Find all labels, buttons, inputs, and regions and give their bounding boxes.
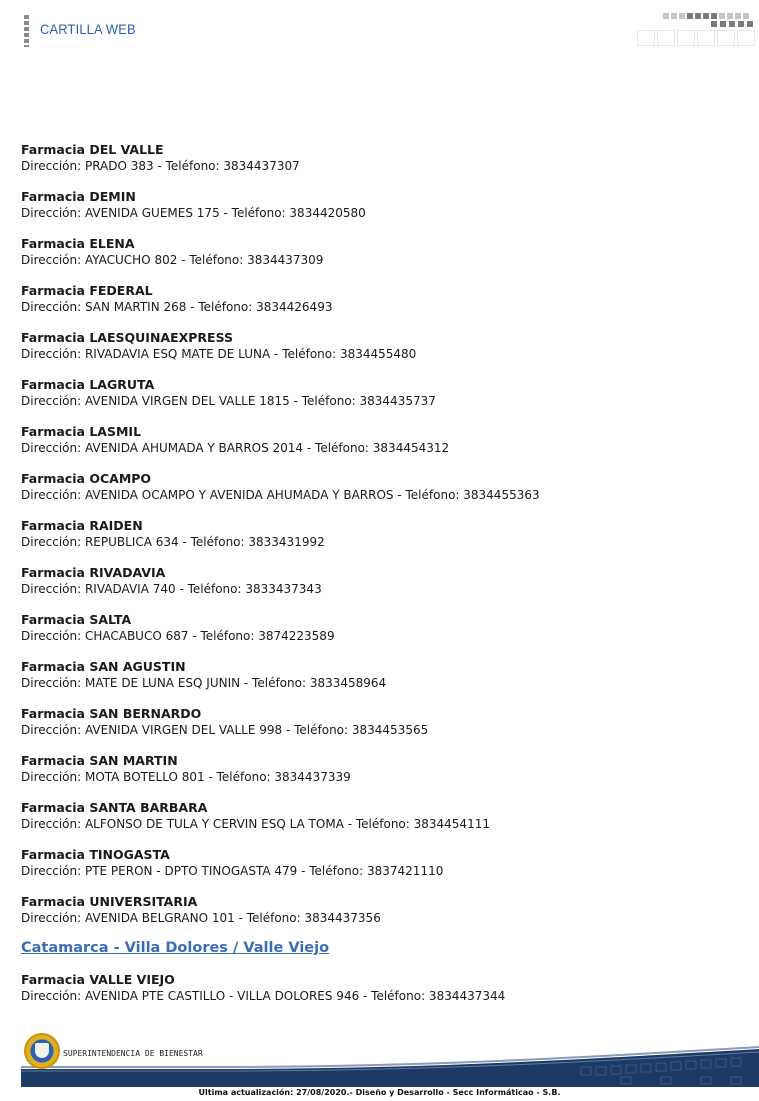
pharmacy-address: Dirección: ALFONSO DE TULA Y CERVIN ESQ LA TOMA - Teléfono: 3834454111: [21, 817, 490, 831]
pharmacy-address: Dirección: MATE DE LUNA ESQ JUNIN - Teléfono: 3833458964: [21, 676, 387, 690]
pharmacy-name: Farmacia FEDERAL: [21, 283, 153, 298]
pharmacy-name: Farmacia SAN BERNARDO: [21, 706, 202, 721]
pharmacy-entry: [21, 800, 741, 847]
last-update-note: Ultima actualización: 27/08/2020.- Diseño y Desarrollo - Secc Informáticao - S.B.: [198, 1088, 561, 1097]
pharmacy-name: Farmacia LASMIL: [21, 424, 142, 439]
pharmacy-entry: [21, 847, 741, 894]
pharmacy-address: Dirección: AVENIDA PTE CASTILLO - VILLA DOLORES 946 - Teléfono: 3834437344: [21, 989, 506, 1003]
pharmacy-address: Dirección: AVENIDA GUEMES 175 - Teléfono: 3834420580: [21, 206, 366, 220]
pharmacy-entry: [21, 142, 741, 189]
pharmacy-name: Farmacia ELENA: [21, 236, 135, 251]
pharmacy-name: Farmacia LAESQUINAEXPRESS: [21, 330, 234, 345]
pharmacy-entry: [21, 518, 741, 565]
pharmacy-address: Dirección: AVENIDA BELGRANO 101 - Teléfono: 3834437356: [21, 911, 381, 925]
pharmacy-address: Dirección: CHACABUCO 687 - Teléfono: 3874223589: [21, 629, 335, 643]
pharmacy-name: Farmacia OCAMPO: [21, 471, 152, 486]
pharmacy-entry: [21, 236, 741, 283]
pharmacy-address: Dirección: AVENIDA AHUMADA Y BARROS 2014 - Teléfono: 3834454312: [21, 441, 450, 455]
pharmacy-address: Dirección: PTE PERON - DPTO TINOGASTA 479 - Teléfono: 3837421110: [21, 864, 444, 878]
pharmacy-address: Dirección: RIVADAVIA ESQ MATE DE LUNA - Teléfono: 3834455480: [21, 347, 417, 361]
pharmacy-name: Farmacia SAN MARTIN: [21, 753, 178, 768]
pharmacy-entry: [21, 894, 741, 941]
pharmacy-name: Farmacia RAIDEN: [21, 518, 143, 533]
pharmacy-entry: [21, 377, 741, 424]
page-title: CARTILLA WEB: [40, 21, 136, 37]
grid-squares-icon: [635, 10, 759, 50]
pharmacy-address: Dirección: PRADO 383 - Teléfono: 3834437307: [21, 159, 300, 173]
pharmacy-entry: [21, 706, 741, 753]
pharmacy-entry: [21, 424, 741, 471]
region-link[interactable]: Catamarca - Villa Dolores / Valle Viejo: [21, 940, 330, 956]
pharmacy-name: Farmacia DEL VALLE: [21, 142, 164, 157]
pharmacy-name: Farmacia TINOGASTA: [21, 847, 170, 862]
pharmacy-entry: [21, 753, 741, 800]
pharmacy-entry: [21, 659, 741, 706]
pharmacy-address: Dirección: AVENIDA OCAMPO Y AVENIDA AHUMADA Y BARROS - Teléfono: 3834455363: [21, 488, 540, 502]
pharmacy-address: Dirección: SAN MARTIN 268 - Teléfono: 3834426493: [21, 300, 333, 314]
footer-banner: [21, 1035, 759, 1087]
pharmacy-address: Dirección: RIVADAVIA 740 - Teléfono: 3833437343: [21, 582, 322, 596]
pharmacy-group: [21, 142, 741, 941]
pharmacy-name: Farmacia RIVADAVIA: [21, 565, 166, 580]
pharmacy-name: Farmacia SALTA: [21, 612, 132, 627]
page-footer: [0, 1025, 759, 1101]
dotted-bar-icon: [24, 15, 29, 47]
pharmacy-name: Farmacia VALLE VIEJO: [21, 972, 175, 987]
pharmacy-entry: [21, 471, 741, 518]
pharmacy-address: Dirección: AVENIDA VIRGEN DEL VALLE 1815 - Teléfono: 3834435737: [21, 394, 436, 408]
pharmacy-name: Farmacia DEMIN: [21, 189, 136, 204]
pharmacy-entry: [21, 972, 741, 1019]
pharmacy-entry: [21, 330, 741, 377]
pharmacy-entry: [21, 283, 741, 330]
pharmacy-address: Dirección: AVENIDA VIRGEN DEL VALLE 998 - Teléfono: 3834453565: [21, 723, 429, 737]
pharmacy-group: [21, 972, 741, 1019]
pharmacy-address: Dirección: AYACUCHO 802 - Teléfono: 3834437309: [21, 253, 324, 267]
pharmacy-entry: [21, 612, 741, 659]
pharmacy-address: Dirección: MOTA BOTELLO 801 - Teléfono: 3834437339: [21, 770, 351, 784]
pharmacy-name: Farmacia SANTA BARBARA: [21, 800, 208, 815]
pharmacy-entry: [21, 189, 741, 236]
shield-emblem-icon: [24, 1033, 60, 1069]
page-header: [0, 0, 759, 60]
pharmacy-list: [21, 142, 741, 1019]
pharmacy-address: Dirección: REPUBLICA 634 - Teléfono: 3833431992: [21, 535, 325, 549]
pharmacy-name: Farmacia LAGRUTA: [21, 377, 155, 392]
organization-name: SUPERINTENDENCIA DE BIENESTAR: [63, 1049, 203, 1058]
pharmacy-entry: [21, 565, 741, 612]
pharmacy-name: Farmacia SAN AGUSTIN: [21, 659, 186, 674]
pharmacy-name: Farmacia UNIVERSITARIA: [21, 894, 198, 909]
